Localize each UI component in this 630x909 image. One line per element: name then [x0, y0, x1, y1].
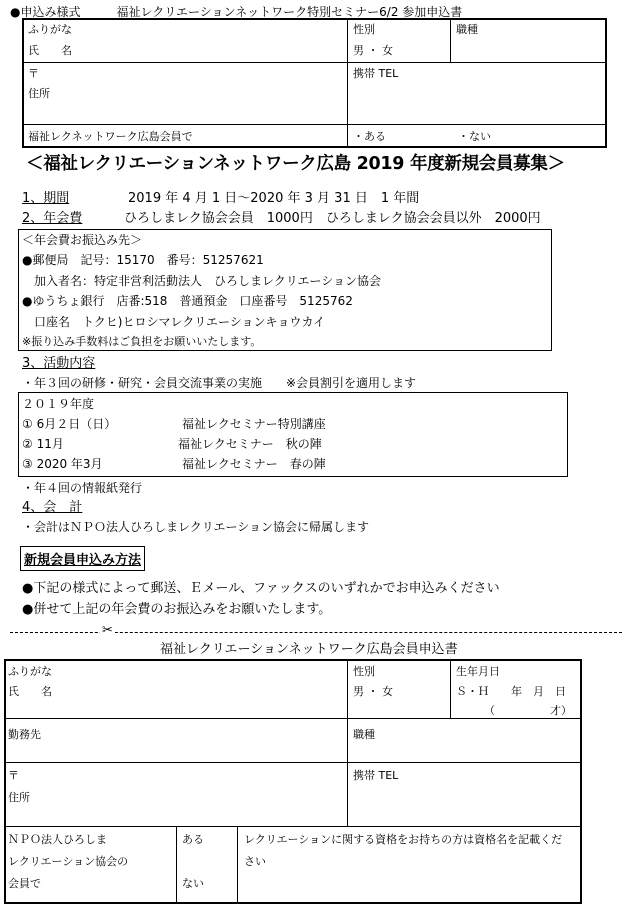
accounting-heading: 4、会 計	[22, 500, 83, 515]
bottom-form-col-divider-3	[176, 826, 177, 904]
payment-post-office: ●郵便局 記号：15170 番号：51257621	[22, 253, 264, 267]
schedule-event-3: 福祉レクセミナー 春の陣	[182, 457, 326, 471]
how-to-line2: ●併せて上記の年会費のお振込みをお願いたします。	[22, 602, 332, 617]
payment-holder: 加入者名：特定非営利活動法人 ひろしまレクリエーション協会	[34, 274, 382, 288]
top-form-row-divider-2	[22, 124, 607, 125]
bottom-name-label: 氏 名	[8, 685, 52, 698]
top-member-yes: ・ある	[353, 130, 386, 143]
bottom-form-col-divider-1	[347, 659, 348, 826]
period-heading: 1、期間	[22, 191, 70, 206]
scissors-icon: ✂	[102, 623, 113, 638]
top-form-heading: ●申込み様式 福祉レクリエーションネットワーク特別セミナー6/2 参加申込書	[10, 5, 463, 19]
bottom-npo-line2: レクリエーション協会の	[8, 855, 129, 868]
payment-title: ＜年会費お振込み先＞	[22, 233, 143, 247]
how-to-heading: 新規会員申込み方法	[24, 553, 142, 568]
payment-box	[18, 229, 552, 351]
how-to-heading-box	[20, 546, 145, 571]
schedule-date-3: ③ 2020 年3月	[22, 457, 103, 471]
period-text: 2019 年 4 月 1 日～2020 年 3 月 31 日 1 年間	[128, 191, 420, 206]
bottom-npo-line1: ＮＰＯ法人ひろしま	[8, 833, 107, 846]
top-name-label: 氏 名	[28, 44, 72, 57]
activities-line2: ・年４回の情報紙発行	[22, 481, 143, 495]
top-form-table	[22, 18, 607, 148]
schedule-event-2: 福祉レクセミナー 秋の陣	[178, 437, 322, 451]
bottom-gender-label: 性別	[353, 665, 375, 678]
top-member-no: ・ない	[458, 130, 491, 143]
payment-bank: ●ゆうちょ銀行 店番:518 普通預金 口座番号 5125762	[22, 294, 353, 308]
bottom-qualification-line1: レクリエーションに関する資格をお持ちの方は資格名を記載くだ	[244, 833, 563, 846]
top-gender-label: 性別	[353, 23, 375, 36]
activities-line1: ・年３回の研修・研究・会員交流事業の実施 ※会員割引を適用します	[22, 376, 417, 390]
top-occupation-label: 職種	[456, 23, 478, 36]
schedule-event-1: 福祉レクセミナー特別講座	[182, 417, 326, 431]
top-furigana-label: ふりがな	[28, 23, 72, 36]
bottom-occupation-label: 職種	[353, 728, 375, 741]
bottom-mobile-label: 携帯 TEL	[353, 769, 399, 782]
bottom-form-row-divider-3	[4, 826, 582, 827]
bottom-gender-options: 男 ・ 女	[353, 685, 393, 698]
bottom-form-row-divider-1	[4, 718, 582, 719]
bottom-form-col-divider-4	[237, 826, 238, 904]
top-form-col-divider-1	[347, 18, 348, 124]
recruit-title: ＜福祉レクリエーションネットワーク広島 2019 年度新規会員募集＞	[26, 154, 565, 174]
bottom-address-label: 住所	[8, 791, 30, 804]
fee-heading: 2、年会費	[22, 211, 83, 226]
top-gender-options: 男 ・ 女	[353, 44, 393, 57]
top-form-row-divider-1	[22, 62, 607, 63]
bottom-birth-age: （ 才）	[484, 704, 572, 717]
bottom-yes: ある	[182, 833, 204, 846]
bottom-form-col-divider-2	[450, 659, 451, 718]
top-form-col-divider-2	[450, 18, 451, 62]
bottom-postal-label: 〒	[8, 769, 19, 782]
bottom-qualification-line2: さい	[244, 855, 266, 868]
accounting-text: ・会計はＮＰＯ法人ひろしまレクリエーション協会に帰属します	[22, 520, 370, 534]
fee-text: ひろしまレク協会会員 1000円 ひろしまレク協会会員以外 2000円	[124, 211, 541, 226]
payment-fee-note: ※振り込み手数料はご負担をお願いいたします。	[22, 335, 262, 348]
schedule-year: ２０１９年度	[22, 397, 95, 411]
top-member-label: 福祉レクネットワーク広島会員で	[28, 130, 193, 143]
top-form-col-divider-3	[347, 124, 348, 148]
bottom-birth-label: 生年月日	[456, 665, 500, 678]
schedule-date-2: ② 11月	[22, 437, 64, 451]
bottom-furigana-label: ふりがな	[8, 665, 52, 678]
schedule-date-1: ① 6月２日（日）	[22, 417, 117, 431]
bottom-form-row-divider-2	[4, 762, 582, 763]
top-postal-label: 〒	[28, 67, 39, 80]
bottom-birth-era: Ｓ・Ｈ 年 月 日	[456, 685, 566, 698]
how-to-line1: ●下記の様式によって郵送、Ｅメール、ファックスのいずれかでお申込みください	[22, 581, 500, 596]
top-address-label: 住所	[28, 87, 50, 100]
bottom-workplace-label: 勤務先	[8, 728, 41, 741]
bottom-no: ない	[182, 877, 204, 890]
bottom-form-title: 福祉レクリエーションネットワーク広島会員申込書	[160, 642, 458, 657]
activities-heading: 3、活動内容	[22, 356, 96, 371]
bottom-npo-line3: 会員で	[8, 877, 41, 890]
payment-account-name: 口座名 トクヒ)ヒロシマレクリエーションキョウカイ	[34, 315, 326, 329]
top-mobile-label: 携帯 TEL	[353, 67, 399, 80]
